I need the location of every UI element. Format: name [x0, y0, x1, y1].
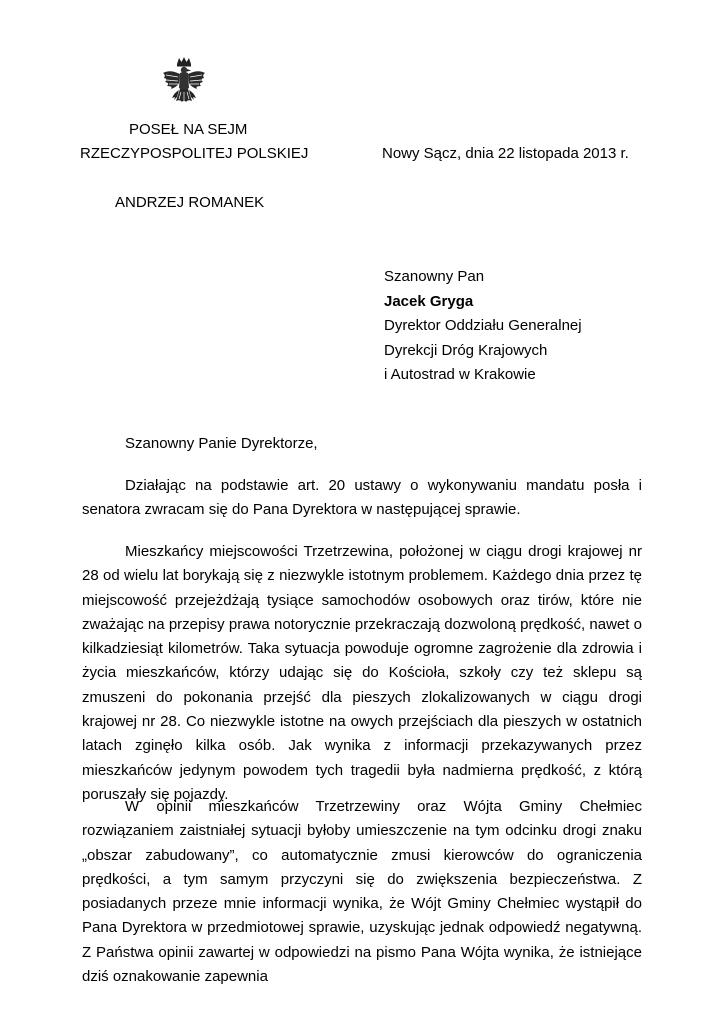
polish-eagle-emblem-icon — [160, 55, 208, 111]
body-paragraph-1 — [82, 474, 642, 523]
addressee-position-line-3: i Autostrad w Krakowie — [384, 366, 536, 383]
body-paragraph-2 — [82, 540, 642, 807]
addressee-block — [384, 265, 582, 388]
paragraph-text: W opinii mieszkańców Trzetrzewiny oraz Wójta Gminy Chełmiec rozwiązaniem zaistniałej sytuacji byłoby umieszczenie na tym odcinku drogi znaku „obszar zabudowany”, co automatycznie zmusi kierowców do ograniczenia prędkości, a tym samym przyczyni się do zwiększenia bezpieczeństwa. Z posiadanych przeze mnie informacji wynika, że Wójt Gminy Chełmiec wystąpił do Pana Dyrektora w przedmiotowej sprawie, uzyskując jednak odpowiedź negatywną. Z Państwa opinii zawartej w odpowiedzi na pismo Pana Wójta wynika, że istniejące dziś oznakowanie zapewnia — [82, 798, 642, 986]
sender-name: ANDRZEJ ROMANEK — [115, 194, 265, 211]
letter-date: Nowy Sącz, dnia 22 listopada 2013 r. — [382, 145, 629, 162]
sender-title: POSEŁ NA SEJM — [129, 121, 248, 138]
addressee-greeting: Szanowny Pan — [384, 268, 485, 285]
addressee-position-line-1: Dyrektor Oddziału Generalnej — [384, 317, 582, 334]
salutation: Szanowny Panie Dyrektorze, — [125, 435, 318, 452]
body-paragraph-3 — [82, 795, 642, 989]
paragraph-text: Działając na podstawie art. 20 ustawy o wykonywaniu mandatu posła i senatora zwracam się do Pana Dyrektora w następującej sprawie. — [82, 477, 642, 519]
sender-institution: RZECZYPOSPOLITEJ POLSKIEJ — [80, 145, 309, 162]
addressee-name: Jacek Gryga — [384, 292, 474, 310]
addressee-position-line-2: Dyrekcji Dróg Krajowych — [384, 341, 548, 359]
paragraph-text: Mieszkańcy miejscowości Trzetrzewina, położonej w ciągu drogi krajowej nr 28 od wielu lat borykają się z niezwykle istotnym problemem. Każdego dnia przez tę miejscowość przejeżdżają tysiące samochodów osobowych oraz tirów, które nie zważając na przepisy prawa notorycznie przekraczają dozwoloną prędkość, nawet o kilkadziesiąt kilometrów. Taka sytuacja powoduje ogromne zagrożenie dla zdrowia i życia mieszkańców, którzy udając się do Kościoła, szkoły czy też sklepu są zmuszeni do pokonania przejść dla pieszych zlokalizowanych w ciągu drogi krajowej nr 28. Co niezwykle istotne na owych przejściach dla pieszych w ostatnich latach zginęło kilka osób. Jak wynika z informacji przekazywanych przez mieszkańców jedynym powodem tych tragedii była nadmierna prędkość, z którą poruszały się pojazdy. — [82, 543, 642, 803]
